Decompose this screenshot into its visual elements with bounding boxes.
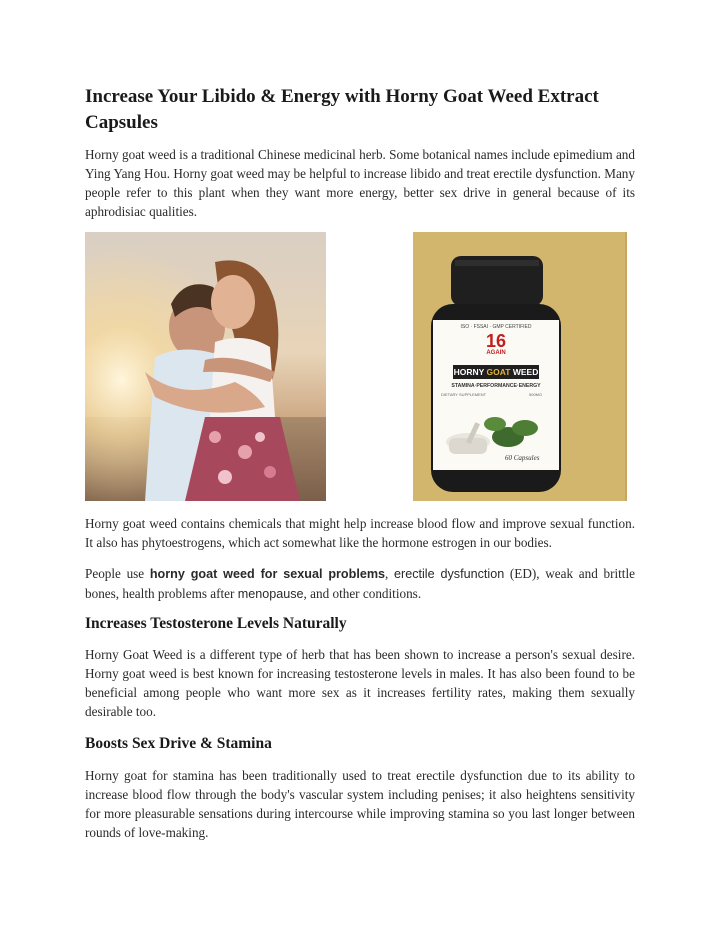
page-title: Increase Your Libido & Energy with Horny Goat Weed Extract Capsules — [85, 86, 599, 133]
stamina-paragraph: Horny goat for stamina has been traditionally used to treat erectile dysfunction due to its ability to increase blood flow through the body's vascular system including penises; it also heightens sensitivity for more pleasurable sensations during intercourse while improving stamina so you last longer between rounds of love-making. — [85, 768, 635, 840]
erectile-dysfunction-link[interactable]: erectile dysfunction — [394, 567, 505, 581]
section-heading-testosterone: Increases Testosterone Levels Naturally — [85, 615, 347, 632]
product-brand-word: AGAIN — [486, 350, 506, 356]
image-edge — [625, 232, 627, 501]
uses-paragraph — [85, 564, 635, 604]
menopause-link[interactable]: menopause — [237, 587, 304, 601]
testosterone-paragraph: Horny Goat Weed is a different type of herb that has been shown to increase a person's sexual desire. Horny goat weed is best known for increasing testosterone levels in males. It has also been found to be beneficial among people who want more sex as it increases fertility rates, making them sexually desirable too. — [85, 647, 635, 719]
product-sub-left: DIETARY SUPPLEMENT — [441, 392, 487, 397]
product-name-part3: WEED — [512, 367, 539, 377]
product-name-part1: HORNY — [453, 367, 485, 377]
uses-text-g: , and other conditions. — [303, 586, 422, 601]
product-name-part2: GOAT — [486, 367, 511, 377]
product-image — [413, 232, 625, 501]
couple-photo — [85, 232, 326, 501]
section-heading-stamina: Boosts Sex Drive & Stamina — [85, 735, 272, 752]
product-cert: ISO · FSSAI · GMP CERTIFIED — [460, 324, 532, 330]
product-name-banner — [453, 365, 539, 379]
uses-text-e: (ED), weak and brittle bones, health problems after — [85, 566, 635, 601]
product-count: 60 Capsules — [505, 454, 540, 462]
uses-text-a: People use — [85, 566, 150, 581]
blood-flow-paragraph: Horny goat weed contains chemicals that might help increase blood flow and improve sexual function. It also has phytoestrogens, which act somewhat like the hormone estrogen in our bodies. — [85, 516, 635, 550]
uses-text-c: , — [385, 566, 395, 581]
product-tagline: STAMINA·PERFORMANCE·ENERGY — [451, 383, 541, 389]
intro-paragraph: Horny goat weed is a traditional Chinese medicinal herb. Some botanical names include epimedium and Ying Yang Hou. Horny goat weed may be helpful to increase libido and treat erectile dysfunction. Many people refer to this plant when they want more energy, better sex drive in general because of its aphrodisiac qualities. — [85, 147, 635, 219]
product-sub-right: 500MG — [529, 392, 543, 397]
uses-keyword-link[interactable]: horny goat weed for sexual problems — [149, 567, 386, 581]
product-brand-number: 16 — [485, 331, 507, 351]
